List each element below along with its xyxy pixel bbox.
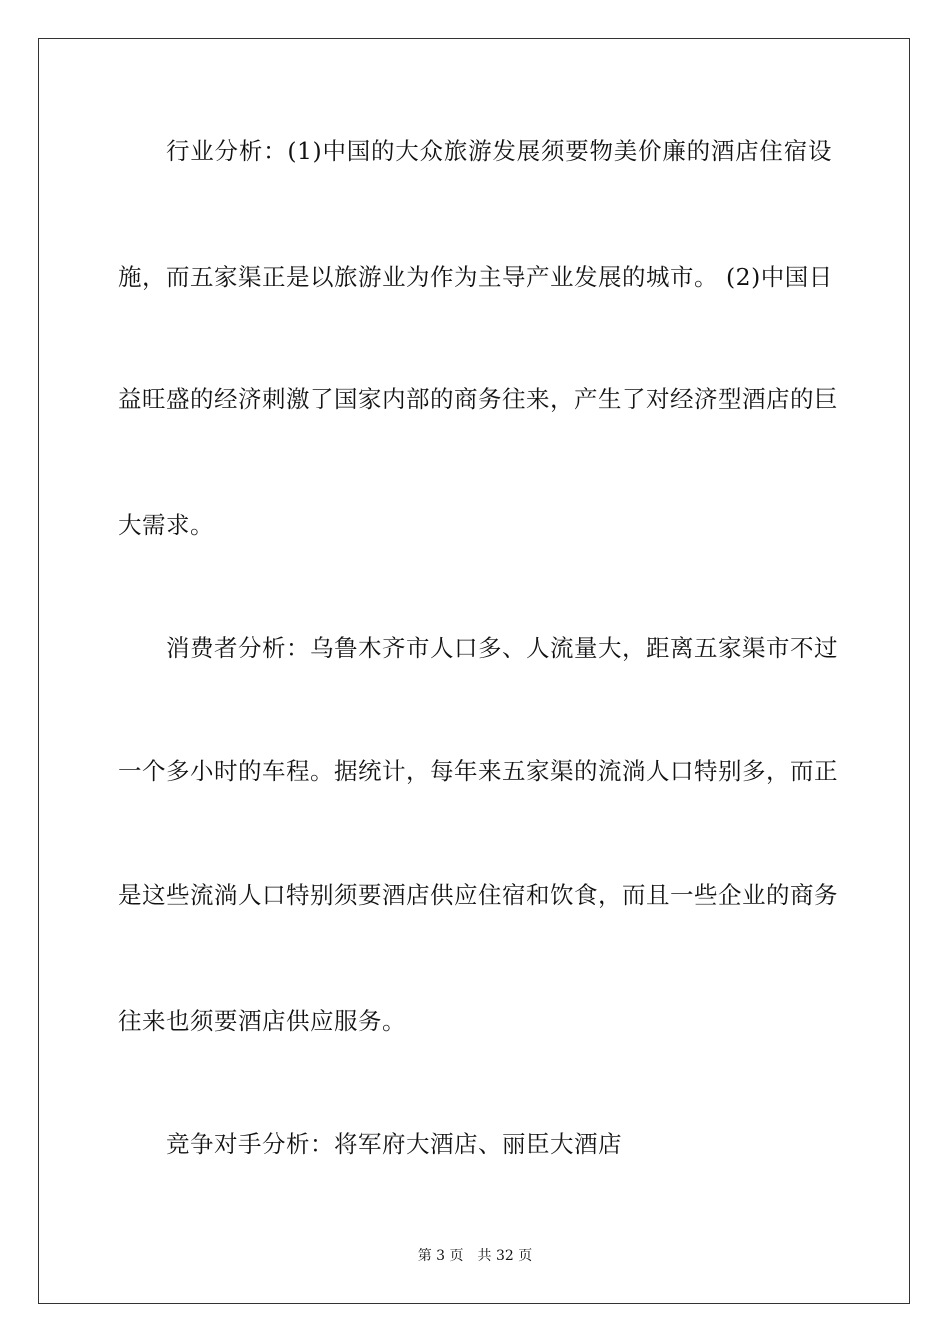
paragraph-industry-line-1: 行业分析：(1)中国的大众旅游发展须要物美价廉的酒店住宿设 <box>166 137 832 165</box>
total-pages: 共 32 页 <box>477 1248 533 1264</box>
page-number: 第 3 页 <box>417 1248 464 1264</box>
paragraph-industry-line-2: 施，而五家渠正是以旅游业为作为主导产业发展的城市。 (2)中国日 <box>118 263 833 291</box>
paragraph-consumer-line-1: 消费者分析：乌鲁木齐市人口多、人流量大，距离五家渠市不过 <box>166 634 838 662</box>
paragraph-consumer-line-4: 往来也须要酒店供应服务。 <box>118 1007 406 1035</box>
paragraph-industry-line-3: 益旺盛的经济刺激了国家内部的商务往来，产生了对经济型酒店的巨 <box>118 385 838 413</box>
paragraph-consumer-line-2: 一个多小时的车程。据统计，每年来五家渠的流淌人口特别多，而正 <box>118 757 838 785</box>
paragraph-consumer-line-3: 是这些流淌人口特别须要酒店供应住宿和饮食，而且一些企业的商务 <box>118 881 838 909</box>
page-border <box>38 38 910 1304</box>
paragraph-industry-line-4: 大需求。 <box>118 511 214 539</box>
paragraph-competitor-line-1: 竞争对手分析：将军府大酒店、丽臣大酒店 <box>166 1130 622 1158</box>
page-footer <box>0 1246 950 1266</box>
